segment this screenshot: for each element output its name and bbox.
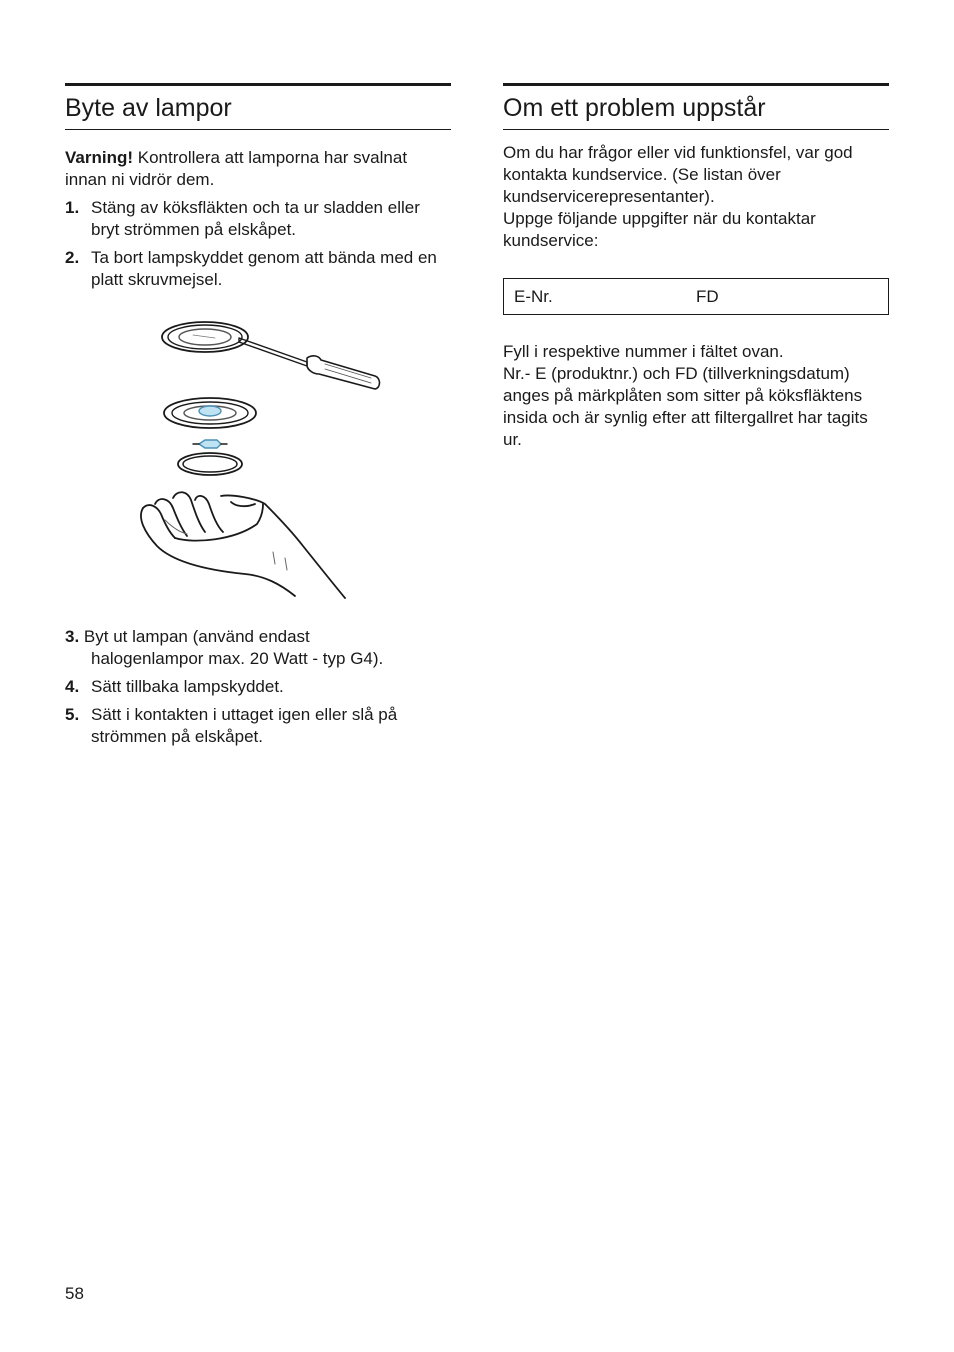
- lamp-replacement-illustration: [135, 318, 385, 603]
- halogen-bulb-icon: [193, 440, 227, 448]
- fill-paragraph-1: Fyll i respektive nummer i fältet ovan.: [503, 342, 784, 361]
- warning-text: Kontrollera att lamporna har svalnat innan ni vidrör dem.: [65, 148, 408, 189]
- left-column: [65, 83, 451, 748]
- section-title-problem: Om ett problem uppstår: [503, 94, 766, 122]
- fill-paragraph-2: Nr.- E (produktnr.) och FD (tillverkningsdatum) anges på märkplåten som sitter på köksfläktens insida och är synlig efter att filtergallret har tagits ur.: [503, 364, 868, 449]
- steps-list-a: [65, 197, 451, 291]
- step-number: 3.: [65, 627, 80, 646]
- step-number: 5.: [65, 705, 80, 724]
- section-heading-problem: [503, 83, 889, 130]
- section-title-lamps: Byte av lampor: [65, 94, 232, 122]
- lamp-cover-ring: [178, 453, 242, 475]
- warning-paragraph: [65, 147, 451, 191]
- intro-paragraph-1: Om du har frågor eller vid funktionsfel, var god kontakta kundservice. (Se listan över kundservicerepresentanter).: [503, 143, 853, 206]
- step-text-rest: halogenlampor max. 20 Watt - typ G4).: [91, 649, 384, 668]
- right-column: [503, 83, 889, 451]
- intro-paragraph-2: Uppge följande uppgifter när du kontaktar kundservice:: [503, 209, 816, 250]
- step-item: [65, 676, 451, 698]
- steps-list-b: [65, 626, 451, 748]
- screwdriver-icon: [239, 338, 380, 389]
- section-heading-lamps: [65, 83, 451, 130]
- step-text: Stäng av köksfläkten och ta ur sladden eller bryt strömmen på elskåpet.: [91, 198, 420, 239]
- step-item: [65, 704, 451, 748]
- fd-label: FD: [696, 287, 719, 306]
- step-item: [65, 626, 451, 670]
- warning-label: Varning!: [65, 148, 134, 167]
- enr-label: E-Nr.: [514, 287, 553, 306]
- page-number: 58: [65, 1284, 84, 1303]
- hand-illustration: [141, 492, 345, 598]
- step-number: 2.: [65, 248, 80, 267]
- step-text-first: Byt ut lampan (använd endast: [79, 627, 310, 646]
- step-item: [65, 197, 451, 241]
- product-id-box: [503, 278, 889, 315]
- step-number: 4.: [65, 677, 80, 696]
- step-number: 1.: [65, 198, 80, 217]
- step-text: Ta bort lampskyddet genom att bända med en platt skruvmejsel.: [91, 248, 437, 289]
- lamp-cover-top: [162, 322, 248, 352]
- step-text: Sätt i kontakten i uttaget igen eller slå på strömmen på elskåpet.: [91, 705, 398, 746]
- step-item: [65, 247, 451, 291]
- lamp-fixture: [164, 398, 256, 428]
- step-text: Sätt tillbaka lampskyddet.: [91, 677, 284, 696]
